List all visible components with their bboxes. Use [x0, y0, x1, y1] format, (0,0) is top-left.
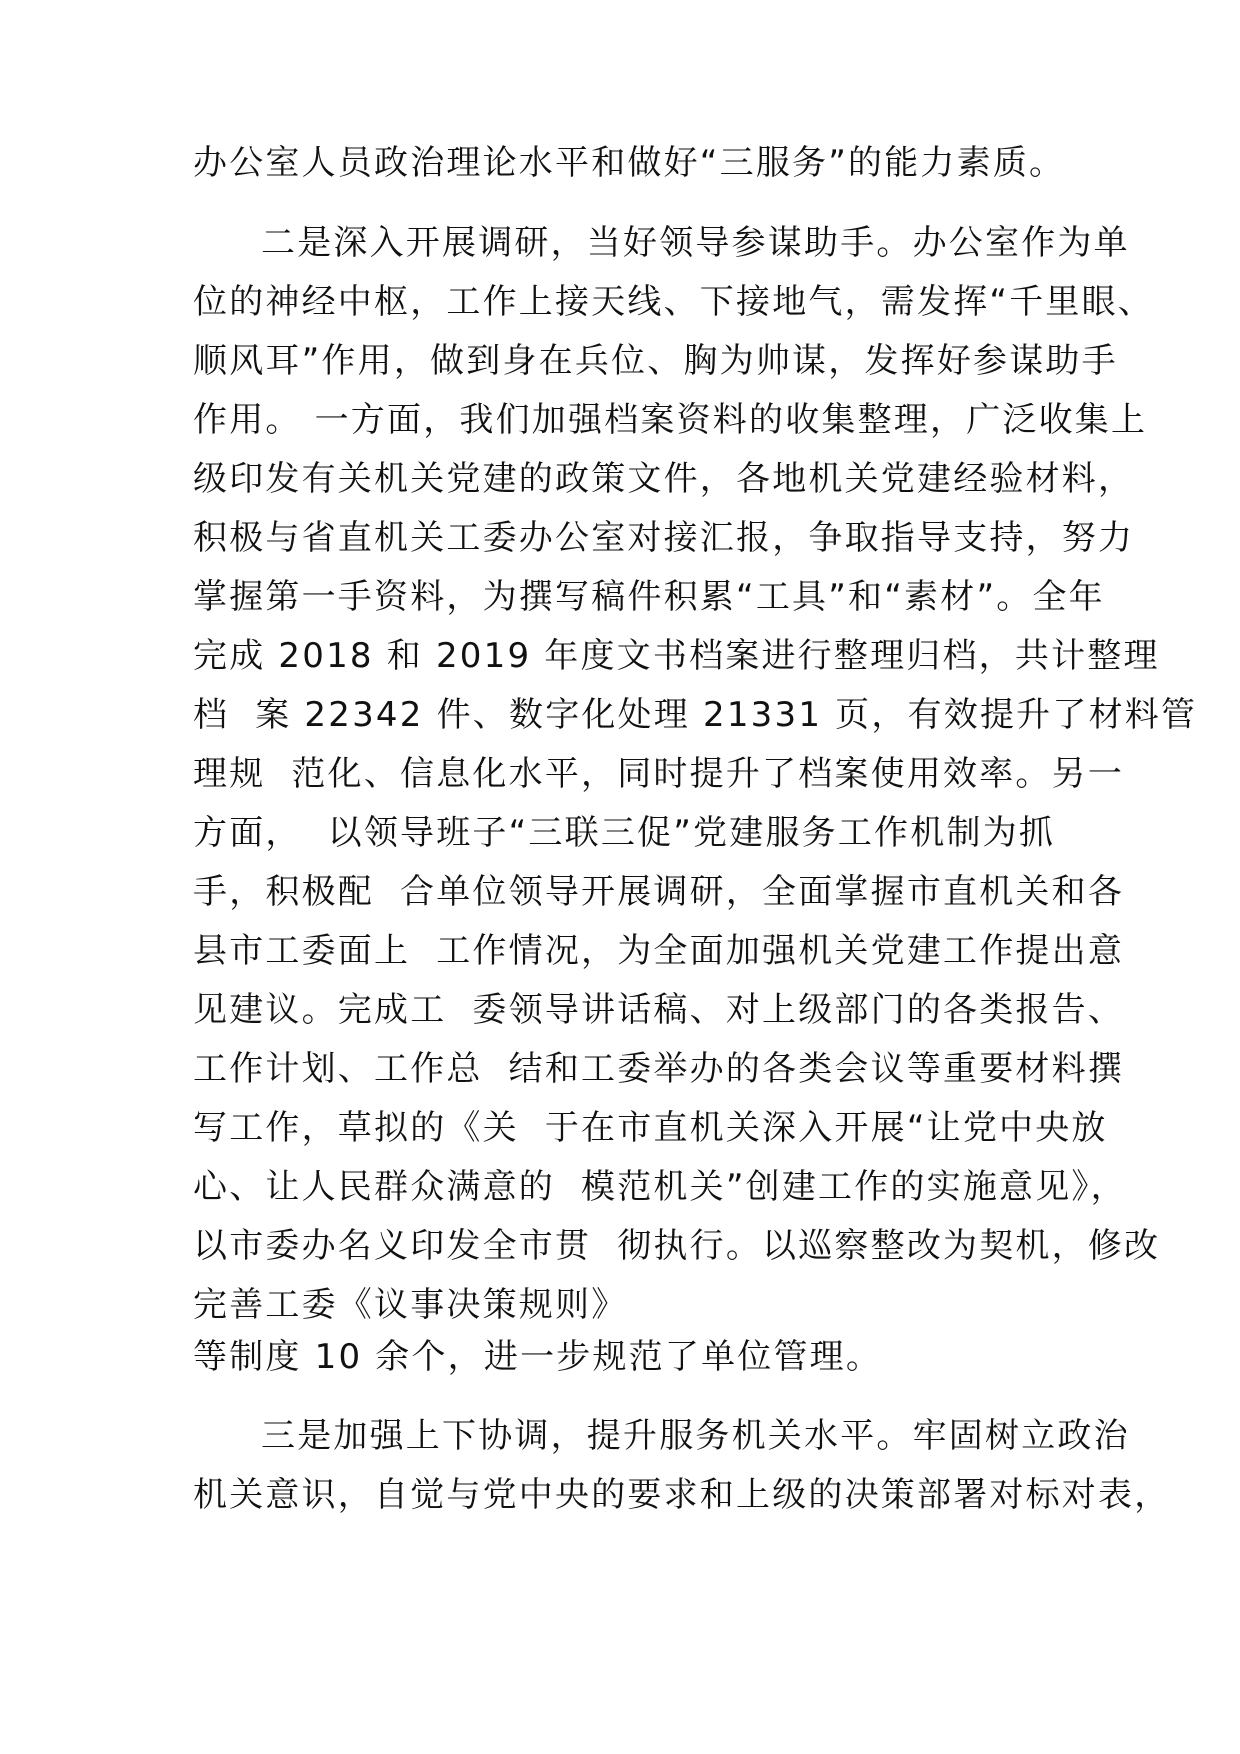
- text-line: 完成 2018 和 2019 年度文书档案进行整理归档，共计整理: [193, 636, 1160, 676]
- text-line: 见建议。完成工 委领导讲话稿、对上级部门的各类报告、: [193, 990, 1125, 1030]
- text-line: 理规 范化、信息化水平，同时提升了档案使用效率。另一: [193, 754, 1125, 794]
- text-line: 等制度 10 余个，进一步规范了单位管理。: [193, 1337, 883, 1377]
- text-line: 完善工委《议事决策规则》: [193, 1285, 628, 1325]
- text-line: 写工作，草拟的《关 于在市直机关深入开展“让党中央放: [193, 1108, 1108, 1148]
- text-line: 档 案 22342 件、数字化处理 21331 页，有效提升了材料管: [193, 695, 1198, 735]
- paragraph-first-line: 二是深入开展调研，当好领导参谋助手。办公室作为单: [261, 223, 1130, 263]
- text-line: 手，积极配 合单位领导开展调研，全面掌握市直机关和各: [193, 872, 1125, 912]
- text-line: 掌握第一手资料，为撰写稿件积累“工具”和“素材”。全年: [193, 577, 1105, 617]
- text-line: 工作计划、工作总 结和工委举办的各类会议等重要材料撰: [193, 1049, 1125, 1089]
- text-line: 办公室人员政治理论水平和做好“三服务”的能力素质。: [193, 143, 1066, 183]
- paragraph-first-line: 三是加强上下协调，提升服务机关水平。牢固树立政治: [261, 1416, 1130, 1456]
- text-line: 顺风耳”作用，做到身在兵位、胸为帅谋，发挥好参谋助手: [193, 341, 1118, 381]
- text-line: 位的神经中枢，工作上接天线、下接地气，需发挥“千里眼、: [193, 282, 1155, 322]
- text-line: 机关意识，自觉与党中央的要求和上级的决策部署对标对表，: [193, 1475, 1171, 1515]
- text-line: 积极与省直机关工委办公室对接汇报，争取指导支持，努力: [193, 518, 1135, 558]
- text-line: 心、让人民群众满意的 模范机关”创建工作的实施意见》，: [193, 1167, 1127, 1207]
- text-line: 方面， 以领导班子“三联三促”党建服务工作机制为抓: [193, 813, 1056, 853]
- text-line: 作用。 一方面，我们加强档案资料的收集整理，广泛收集上: [193, 400, 1148, 440]
- text-line: 以市委办名义印发全市贯 彻执行。以巡察整改为契机，修改: [193, 1226, 1161, 1266]
- text-line: 级印发有关机关党建的政策文件，各地机关党建经验材料，: [193, 459, 1135, 499]
- text-line: 县市工委面上 工作情况，为全面加强机关党建工作提出意: [193, 931, 1125, 971]
